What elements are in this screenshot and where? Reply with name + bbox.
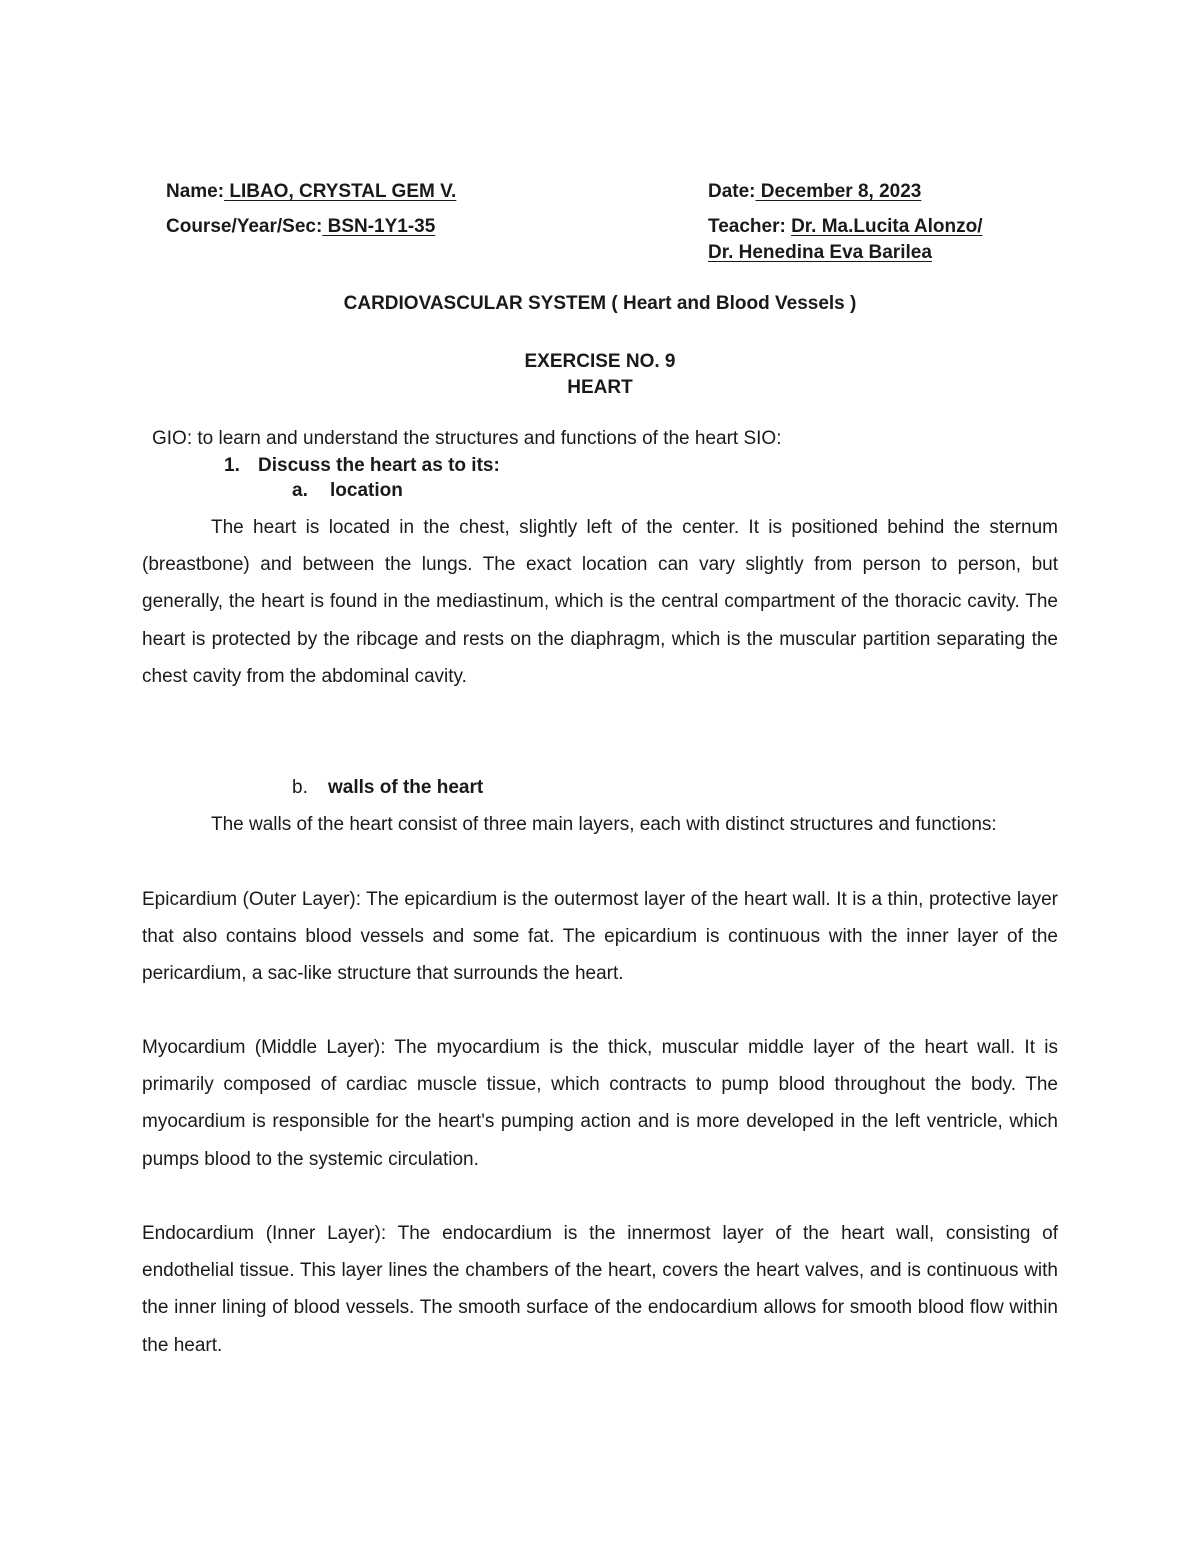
teacher-label: Teacher: [708, 216, 786, 237]
item-1-number: 1. [224, 455, 240, 476]
teacher-value-2: Dr. Henedina Eva Barilea [708, 242, 932, 263]
topic-title: HEART [567, 377, 633, 398]
date-field [708, 180, 921, 204]
item-a-letter: a. [292, 480, 308, 501]
name-label: Name: [166, 181, 225, 202]
exercise-title: EXERCISE NO. 9 [524, 351, 676, 372]
epicardium-paragraph: Epicardium (Outer Layer): The epicardium is the outermost layer of the heart wall. It is a thin, protective layer that also contains blood vessels and some fat. The epicardium is continuous with the inner layer of the pericardium, a sac-like structure that surrounds the heart. [142, 889, 1058, 985]
teacher-value-1: Dr. Ma.Lucita Alonzo/ [791, 216, 983, 237]
endocardium-paragraph: Endocardium (Inner Layer): The endocardium is the innermost layer of the heart wall, consisting of endothelial tissue. This layer lines the chambers of the heart, covers the heart valves, and is continuous with the inner lining of blood vessels. The smooth surface of the endocardium allows for smooth blood flow within the heart. [142, 1223, 1058, 1356]
course-field [166, 215, 435, 239]
name-value: LIBAO, CRYSTAL GEM V. [224, 181, 457, 202]
date-label: Date: [708, 181, 756, 202]
item-b-letter: b. [292, 777, 308, 798]
item-1-text: Discuss the heart as to its: [258, 455, 500, 476]
location-paragraph: The heart is located in the chest, slightly left of the center. It is positioned behind the sternum (breastbone) and between the lungs. The exact location can vary slightly from person to person, but generally, the heart is found in the mediastinum, which is the central compartment of the thoracic cavity. The heart is protected by the ribcage and rests on the diaphragm, which is the muscular partition separating the chest cavity from the abdominal cavity. [142, 517, 1058, 687]
system-title: CARDIOVASCULAR SYSTEM ( Heart and Blood Vessels ) [343, 293, 857, 314]
item-b-text: walls of the heart [328, 777, 484, 798]
date-value: December 8, 2023 [755, 181, 922, 202]
item-a-text: location [330, 480, 403, 501]
teacher-field [708, 215, 983, 239]
teacher-field-line2 [708, 241, 932, 265]
course-value: BSN-1Y1-35 [322, 216, 436, 237]
gio-statement: GIO: to learn and understand the structures and functions of the heart SIO: [152, 428, 782, 449]
course-label: Course/Year/Sec: [166, 216, 323, 237]
walls-intro-paragraph: The walls of the heart consist of three main layers, each with distinct structures and functions: [211, 814, 997, 835]
myocardium-paragraph: Myocardium (Middle Layer): The myocardium is the thick, muscular middle layer of the heart wall. It is primarily composed of cardiac muscle tissue, which contracts to pump blood throughout the body. The myocardium is responsible for the heart's pumping action and is more developed in the left ventricle, which pumps blood to the systemic circulation. [142, 1037, 1058, 1170]
name-field [166, 180, 456, 204]
